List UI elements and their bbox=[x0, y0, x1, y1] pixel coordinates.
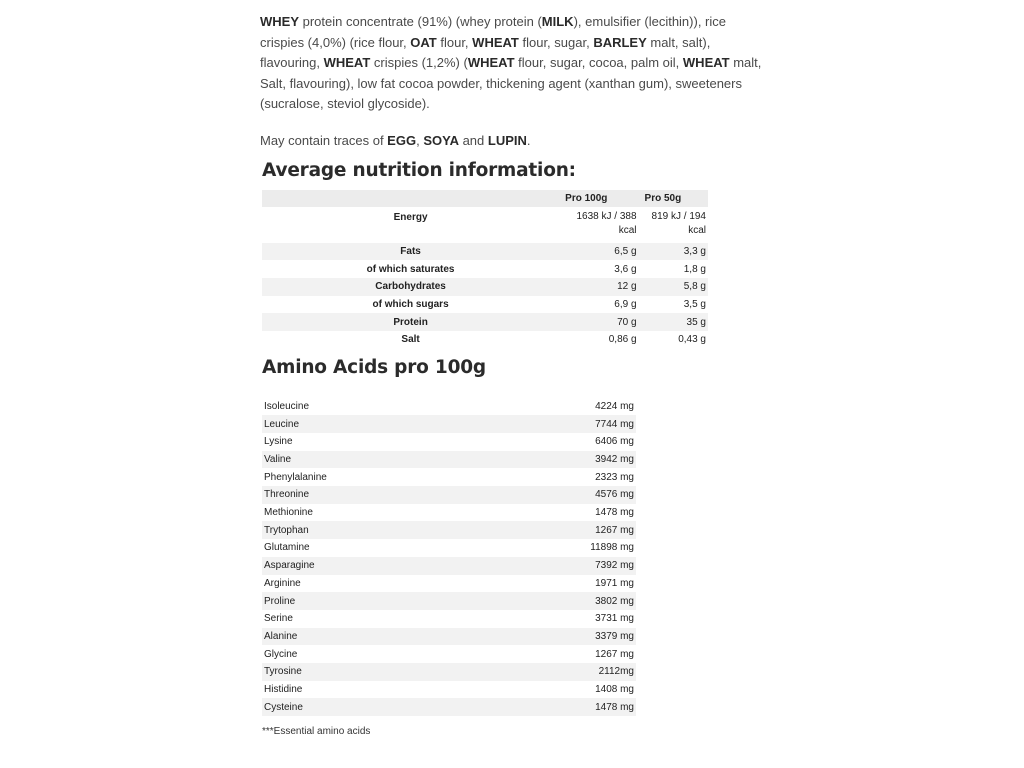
allergen-word: SOYA bbox=[423, 132, 459, 148]
amino-acid-value: 11898 mg bbox=[590, 542, 634, 554]
ingredients-text bbox=[260, 12, 765, 115]
allergen-word: MILK bbox=[541, 14, 574, 29]
allergen-word: EGG bbox=[387, 132, 417, 148]
nutrient-value-per100: 1638 kJ / 388 kcal bbox=[576, 210, 637, 236]
text-segment: and bbox=[458, 132, 488, 148]
amino-acid-name: Valine bbox=[262, 451, 552, 469]
nutrient-value-per100: 6,9 g bbox=[614, 298, 637, 310]
nutrient-value-per50: 3,5 g bbox=[683, 298, 706, 310]
text-segment: flour, sugar, bbox=[518, 34, 594, 50]
amino-acid-name: Leucine bbox=[262, 415, 552, 433]
allergen-word: WHEAT bbox=[682, 55, 730, 70]
nutrient-value-per100: 70 g bbox=[559, 313, 638, 331]
amino-acid-name: Tyrosine bbox=[262, 663, 552, 681]
allergen-word: WHEAT bbox=[467, 55, 515, 70]
table-row bbox=[262, 645, 636, 663]
allergen-word: OAT bbox=[410, 34, 437, 50]
amino-acid-name: Phenylalanine bbox=[264, 471, 327, 483]
amino-acid-name: Lysine bbox=[264, 436, 293, 448]
amino-acids-table bbox=[262, 398, 636, 716]
table-row bbox=[262, 260, 708, 278]
table-row bbox=[262, 398, 636, 416]
amino-acid-value: 7744 mg bbox=[552, 415, 636, 433]
nutrient-value-per100: 3,6 g bbox=[614, 263, 637, 275]
nutrient-label: Fats bbox=[262, 243, 559, 261]
nutrient-label: Carbohydrates bbox=[262, 278, 559, 296]
nutrient-value-per50: 819 kJ / 194 kcal bbox=[651, 210, 706, 236]
text-segment: malt, Salt, flavouring), low fat cocoa powder, thickening agent (xanthan gum), sweeteners (sucralose, steviol glycoside). bbox=[260, 55, 762, 111]
nutrient-value-per50: 1,8 g bbox=[683, 263, 706, 275]
amino-acid-name: Glutamine bbox=[264, 542, 310, 554]
nutrient-label: Energy bbox=[393, 211, 428, 223]
content-column bbox=[260, 12, 780, 737]
nutrient-value-per50: 0,43 g bbox=[678, 334, 706, 346]
table-row bbox=[262, 451, 636, 469]
amino-acid-value: 1408 mg bbox=[595, 683, 634, 695]
table-row bbox=[262, 243, 708, 261]
amino-acid-value: 6406 mg bbox=[595, 436, 634, 448]
amino-acid-value: 3731 mg bbox=[595, 613, 634, 625]
amino-acid-name: Glycine bbox=[264, 648, 298, 660]
nutrient-value-per50: 3,3 g bbox=[639, 243, 708, 261]
nutrient-label: of which sugars bbox=[372, 298, 449, 310]
nutrient-value-per50: 5,8 g bbox=[639, 278, 708, 296]
amino-acid-name: Proline bbox=[262, 592, 552, 610]
amino-acid-value: 1267 mg bbox=[552, 521, 636, 539]
nutrient-value-per100: 0,86 g bbox=[608, 334, 637, 346]
table-row bbox=[262, 486, 636, 504]
nutrient-value-per50: 35 g bbox=[639, 313, 708, 331]
amino-acid-name: Serine bbox=[264, 613, 293, 625]
text-segment: protein concentrate (91%) (whey protein ( bbox=[299, 14, 542, 29]
amino-acid-value: 3379 mg bbox=[552, 628, 636, 646]
table-row bbox=[262, 575, 636, 593]
nutrition-heading: Average nutrition information: bbox=[262, 159, 576, 181]
amino-acid-name: Cysteine bbox=[262, 698, 552, 716]
amino-acid-value: 1478 mg bbox=[595, 507, 634, 519]
table-row bbox=[262, 698, 636, 716]
nutrition-header-row bbox=[262, 190, 708, 207]
amino-acid-name: Alanine bbox=[262, 628, 552, 646]
table-row bbox=[262, 681, 636, 699]
nutrient-label: of which saturates bbox=[366, 263, 455, 275]
table-row bbox=[262, 592, 636, 610]
table-row bbox=[262, 331, 708, 349]
nutrient-value-per100: 12 g bbox=[559, 278, 638, 296]
allergen-traces-text bbox=[260, 131, 780, 151]
text-segment: , bbox=[416, 132, 424, 148]
text-segment: flour, bbox=[436, 34, 473, 50]
nutrition-header-label bbox=[262, 190, 559, 207]
amino-acid-value: 7392 mg bbox=[552, 557, 636, 575]
table-row bbox=[262, 207, 708, 243]
allergen-word: LUPIN bbox=[487, 132, 527, 148]
amino-acid-name: Trytophan bbox=[262, 521, 552, 539]
text-segment: . bbox=[526, 132, 531, 148]
allergen-word: WHEAT bbox=[323, 55, 371, 70]
text-segment: May contain traces of bbox=[260, 132, 388, 148]
allergen-word: WHEAT bbox=[472, 34, 519, 50]
amino-acid-name: Methionine bbox=[264, 507, 313, 519]
table-row bbox=[262, 415, 636, 433]
amino-footnote: ***Essential amino acids bbox=[262, 726, 371, 737]
text-segment: malt, salt), flavouring, bbox=[260, 34, 711, 70]
table-row bbox=[262, 557, 636, 575]
amino-acid-name: Arginine bbox=[264, 577, 301, 589]
nutrition-header-per50: Pro 50g bbox=[639, 190, 708, 207]
amino-acid-value: 3942 mg bbox=[552, 451, 636, 469]
text-segment: crispies (1,2%) ( bbox=[370, 55, 468, 70]
amino-acid-name: Isoleucine bbox=[264, 400, 310, 412]
amino-acid-name: Histidine bbox=[264, 683, 303, 695]
table-row bbox=[262, 610, 636, 628]
table-row bbox=[262, 296, 708, 314]
table-row bbox=[262, 628, 636, 646]
amino-acid-value: 4576 mg bbox=[552, 486, 636, 504]
amino-acid-name: Asparagine bbox=[262, 557, 552, 575]
table-row bbox=[262, 521, 636, 539]
amino-acids-heading: Amino Acids pro 100g bbox=[262, 356, 486, 378]
amino-acid-value: 2323 mg bbox=[595, 471, 634, 483]
allergen-word: WHEY bbox=[260, 14, 299, 29]
table-row bbox=[262, 313, 708, 331]
text-segment: ), emulsifier (lecithin)), rice crispies (4,0%) (rice flour, bbox=[260, 14, 726, 50]
amino-acid-value: 3802 mg bbox=[552, 592, 636, 610]
allergen-word: BARLEY bbox=[593, 34, 647, 50]
nutrient-label: Protein bbox=[262, 313, 559, 331]
amino-acid-value: 1971 mg bbox=[595, 577, 634, 589]
amino-acid-name: Threonine bbox=[262, 486, 552, 504]
table-row bbox=[262, 663, 636, 681]
amino-acid-value: 4224 mg bbox=[595, 400, 634, 412]
table-row bbox=[262, 433, 636, 451]
amino-acid-value: 1267 mg bbox=[595, 648, 634, 660]
nutrient-label: Salt bbox=[401, 334, 420, 346]
text-segment: flour, sugar, cocoa, palm oil, bbox=[514, 55, 683, 70]
nutrient-value-per100: 6,5 g bbox=[559, 243, 638, 261]
table-row bbox=[262, 504, 636, 522]
amino-acid-value: 1478 mg bbox=[552, 698, 636, 716]
nutrition-table bbox=[262, 190, 708, 349]
amino-acid-value: 2112mg bbox=[552, 663, 636, 681]
table-row bbox=[262, 278, 708, 296]
nutrition-header-per100: Pro 100g bbox=[559, 190, 638, 207]
table-row bbox=[262, 539, 636, 557]
table-row bbox=[262, 468, 636, 486]
